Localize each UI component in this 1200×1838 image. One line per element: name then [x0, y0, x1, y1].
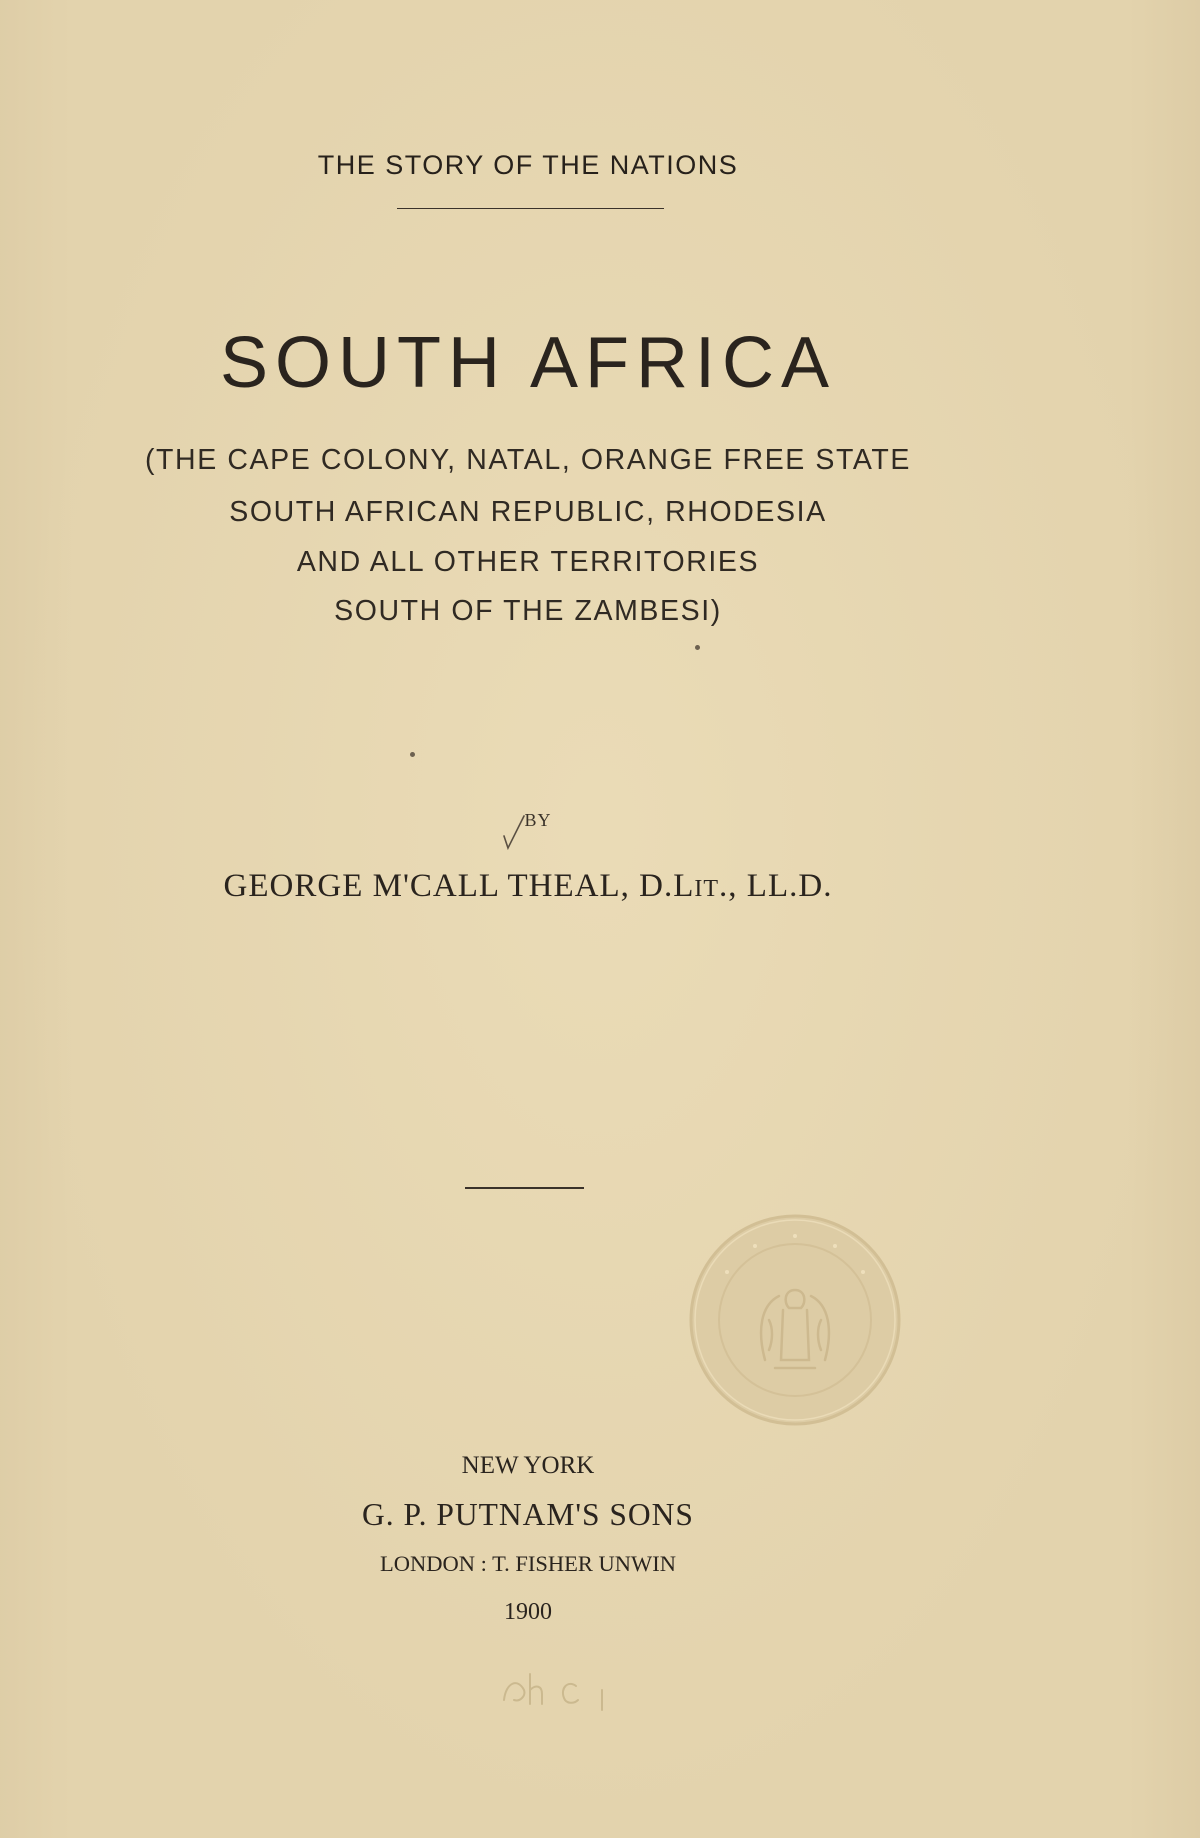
divider-rule: [465, 1187, 584, 1189]
pencil-check-mark-icon: [498, 812, 528, 852]
imprint-year: 1900: [504, 1599, 552, 1625]
author-degree: D.LIT., LL.D.: [639, 868, 833, 904]
author-line: [0, 868, 1128, 905]
series-title: THE STORY OF THE NATIONS: [317, 150, 739, 180]
subtitle-line-4: SOUTH OF THE ZAMBESI): [334, 595, 722, 627]
top-rule: [397, 208, 664, 209]
subtitle-line-3: AND ALL OTHER TERRITORIES: [296, 546, 760, 578]
subtitle-line-2: SOUTH AFRICAN REPUBLIC, RHODESIA: [229, 496, 827, 528]
book-title: SOUTH AFRICA: [219, 323, 837, 403]
by-label: BY: [524, 810, 552, 830]
ink-speck: [410, 752, 415, 757]
library-seal-icon: [685, 1210, 905, 1430]
ink-speck: [695, 645, 700, 650]
imprint-publisher: G. P. PUTNAM'S SONS: [362, 1497, 694, 1532]
imprint-place: NEW YORK: [461, 1452, 595, 1479]
faint-pencil-mark-icon: [490, 1660, 630, 1720]
imprint-london: LONDON : T. FISHER UNWIN: [379, 1551, 677, 1576]
author-name: GEORGE M'CALL THEAL,: [223, 868, 630, 904]
subtitle-line-1: (THE CAPE COLONY, NATAL, ORANGE FREE STATE: [144, 444, 912, 476]
